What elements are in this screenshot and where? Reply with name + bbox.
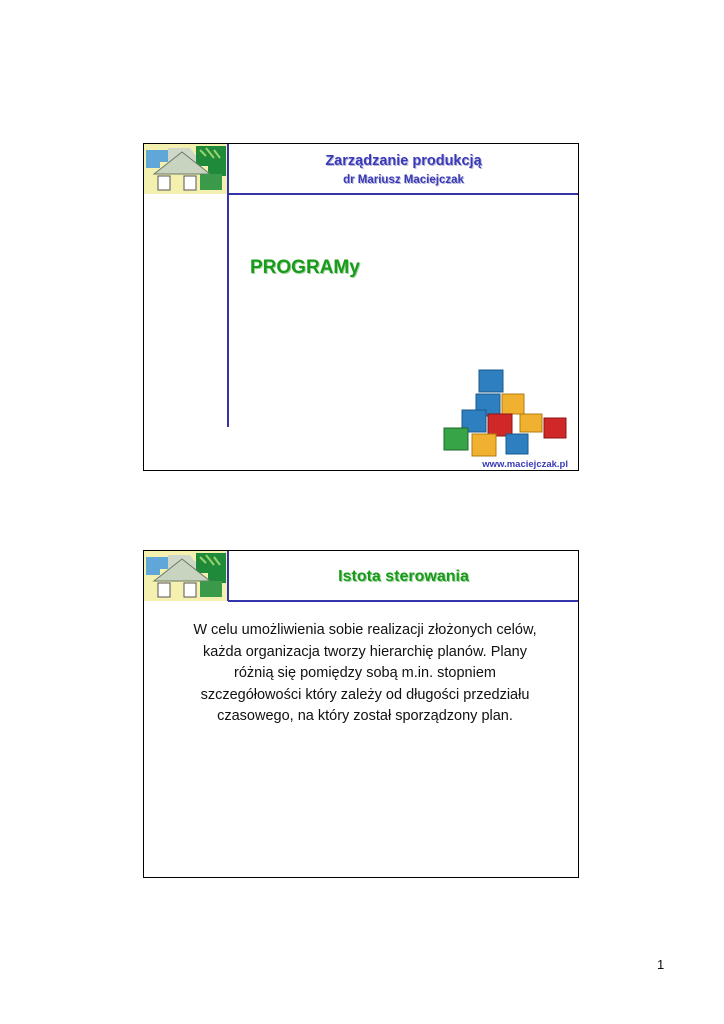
toy-blocks-image <box>424 356 576 460</box>
horizontal-divider <box>228 193 578 195</box>
slide-2 <box>143 550 579 878</box>
slide-title: Istota sterowania <box>338 568 469 585</box>
header-title: Zarządzanie produkcją <box>325 153 482 169</box>
slide-1 <box>143 143 579 471</box>
slide-title: PROGRAMy <box>250 257 360 278</box>
website-link[interactable]: www.maciejczak.pl <box>482 459 568 470</box>
puzzle-logo-icon <box>144 551 228 601</box>
horizontal-divider <box>228 600 578 602</box>
slide-body-text: W celu umożliwienia sobie realizacji złożonych celów, każda organizacja tworzy hierarchię planów. Plany różnią się pomiędzy sobą m.in. stopniem szczegółowości który zależy od długości przedziału czasowego, na który został sporządzony plan. <box>193 622 537 724</box>
header-subtitle: dr Mariusz Maciejczak <box>343 174 464 186</box>
vertical-divider <box>227 144 229 427</box>
page-number: 1 <box>657 957 665 972</box>
puzzle-logo-icon <box>144 144 228 194</box>
